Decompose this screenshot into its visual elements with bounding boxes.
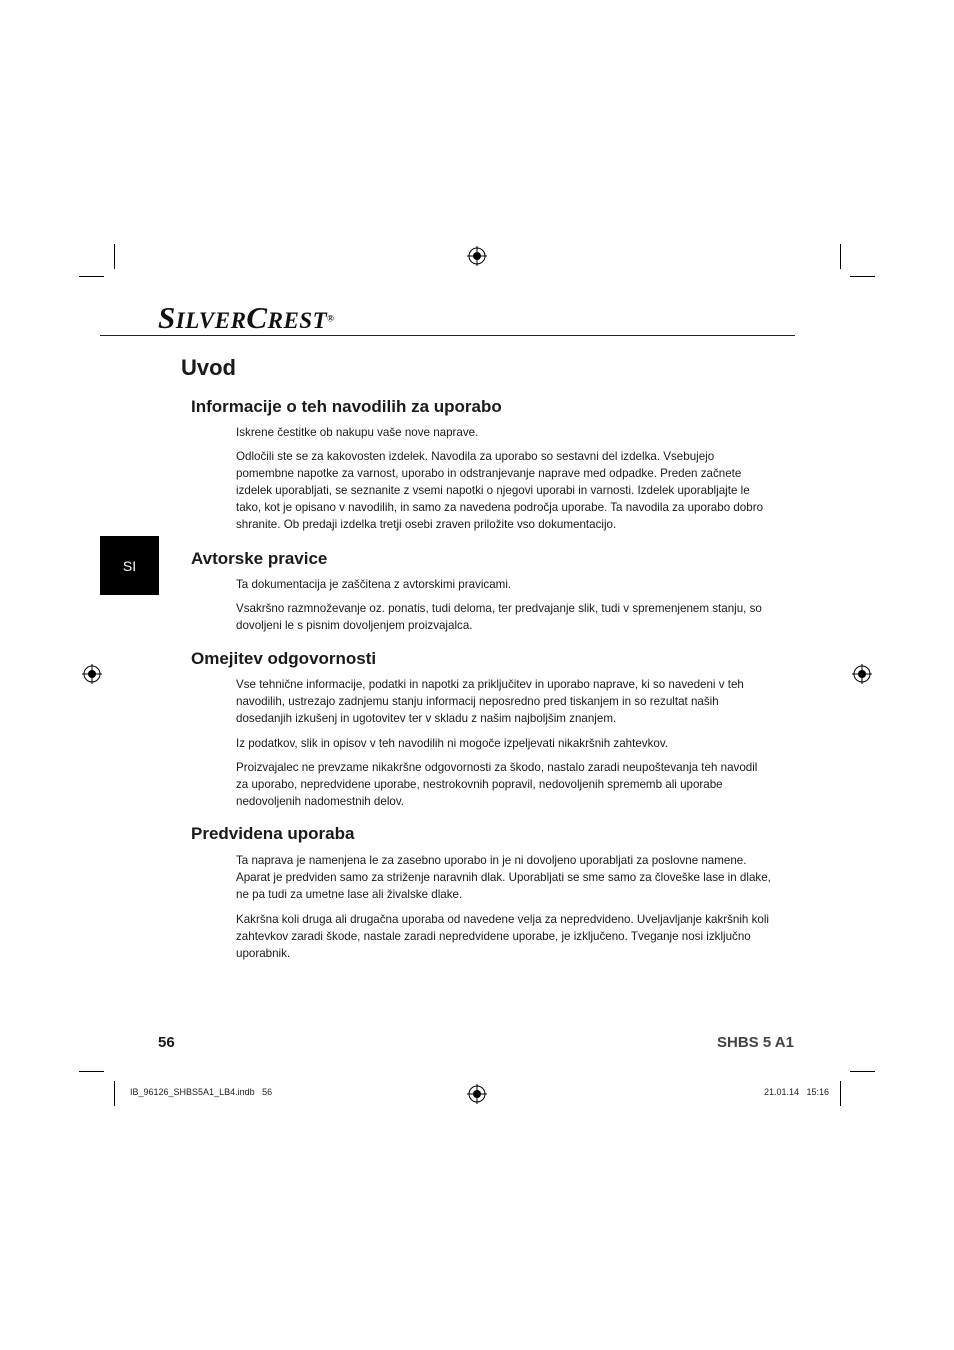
language-tab-label: SI bbox=[122, 557, 137, 574]
paragraph: Odločili ste se za kakovosten izdelek. Navodila za uporabo so sestavni del izdelka. Vsebujejo pomembne napotke za varnost, uporabo in odstranjevanje naprave med odpadke. Preden začnete izdelek uporabljati, se seznanite z vsemi napotki o njegovi uporabi in varnosti. Izdelek uporabljajte le tako, kot je opisano v navodilih, in samo za navedena področja uporabe. Ta navodila za uporabo dobro shranite. Ob predaji izdelka tretji osebi zraven priložite vso dokumentacijo. bbox=[236, 450, 764, 531]
crop-mark bbox=[114, 244, 115, 269]
registration-mark-icon bbox=[82, 664, 102, 684]
crop-mark bbox=[114, 1081, 115, 1106]
registration-mark-icon bbox=[852, 664, 872, 684]
page-number: 56 bbox=[158, 1034, 175, 1051]
crop-mark bbox=[840, 1081, 841, 1106]
slug-file: IB_96126_SHBS5A1_LB4.indb 56 bbox=[130, 1087, 273, 1097]
paragraph: Iz podatkov, slik in opisov v teh navodilih ni mogoče izpeljevati nikakršnih zahtevkov. bbox=[236, 737, 668, 750]
paragraph: Ta naprava je namenjena le za zasebno uporabo in je ni dovoljeno uporabljati za poslovne namene. Aparat je predviden samo za striženje naravnih dlak. Uporabljati se sme samo za človeške lase in dlake, ne pa tudi za umetne lase ali živalske dlake. bbox=[236, 854, 771, 901]
section-heading: Avtorske pravice bbox=[191, 549, 328, 568]
paragraph: Vse tehnične informacije, podatki in napotki za priključitev in uporabo naprave, ki so navedeni v teh navodilih, ustrezajo zadnjemu stanju informacij neposredno pred tiskanjem in so rezultat naših dosedanjih izkušenj in ugotovitev ter v skladu z našim najboljšim znanjem. bbox=[236, 678, 744, 725]
language-tab bbox=[100, 536, 159, 595]
model-number: SHBS 5 A1 bbox=[717, 1034, 794, 1051]
slug-date: 21.01.14 15:16 bbox=[764, 1087, 830, 1097]
crop-mark bbox=[840, 244, 841, 269]
crop-mark bbox=[850, 276, 875, 277]
crop-mark bbox=[79, 276, 104, 277]
silvercrest-logo: SILVERCREST® bbox=[158, 300, 335, 335]
registration-mark-icon bbox=[467, 1084, 487, 1104]
paragraph: Kakršna koli druga ali drugačna uporaba od navedene velja za nepredvideno. Uveljavljanje kakršnih koli zahtevkov zaradi škode, nastale zaradi nepredvidene uporabe, je izključeno. Tveganje nosi izključno uporabnik. bbox=[236, 913, 770, 960]
paragraph: Vsakršno razmnoževanje oz. ponatis, tudi deloma, ter predvajanje slik, tudi v spremenjenem stanju, so dovoljeni le s pisnim dovoljenjem proizvajalca. bbox=[236, 602, 762, 632]
page-title: Uvod bbox=[181, 355, 236, 380]
section-heading: Predvidena uporaba bbox=[191, 824, 355, 843]
registration-mark-icon bbox=[467, 246, 487, 266]
paragraph: Proizvajalec ne prevzame nikakršne odgovornosti za škodo, nastalo zaradi neupoštevanja teh navodil za uporabo, nepredvidene uporabe, nestrokovnih popravil, nedovoljenih sprememb ali uporabe nedovoljenih nadomestnih delov. bbox=[236, 761, 758, 808]
crop-mark bbox=[79, 1071, 104, 1072]
paragraph: Ta dokumentacija je zaščitena z avtorskimi pravicami. bbox=[236, 578, 512, 591]
header-rule bbox=[100, 335, 795, 336]
paragraph: Iskrene čestitke ob nakupu vaše nove naprave. bbox=[236, 426, 479, 439]
section-heading: Omejitev odgovornosti bbox=[191, 649, 377, 668]
section-heading: Informacije o teh navodilih za uporabo bbox=[191, 397, 502, 416]
crop-mark bbox=[850, 1071, 875, 1072]
